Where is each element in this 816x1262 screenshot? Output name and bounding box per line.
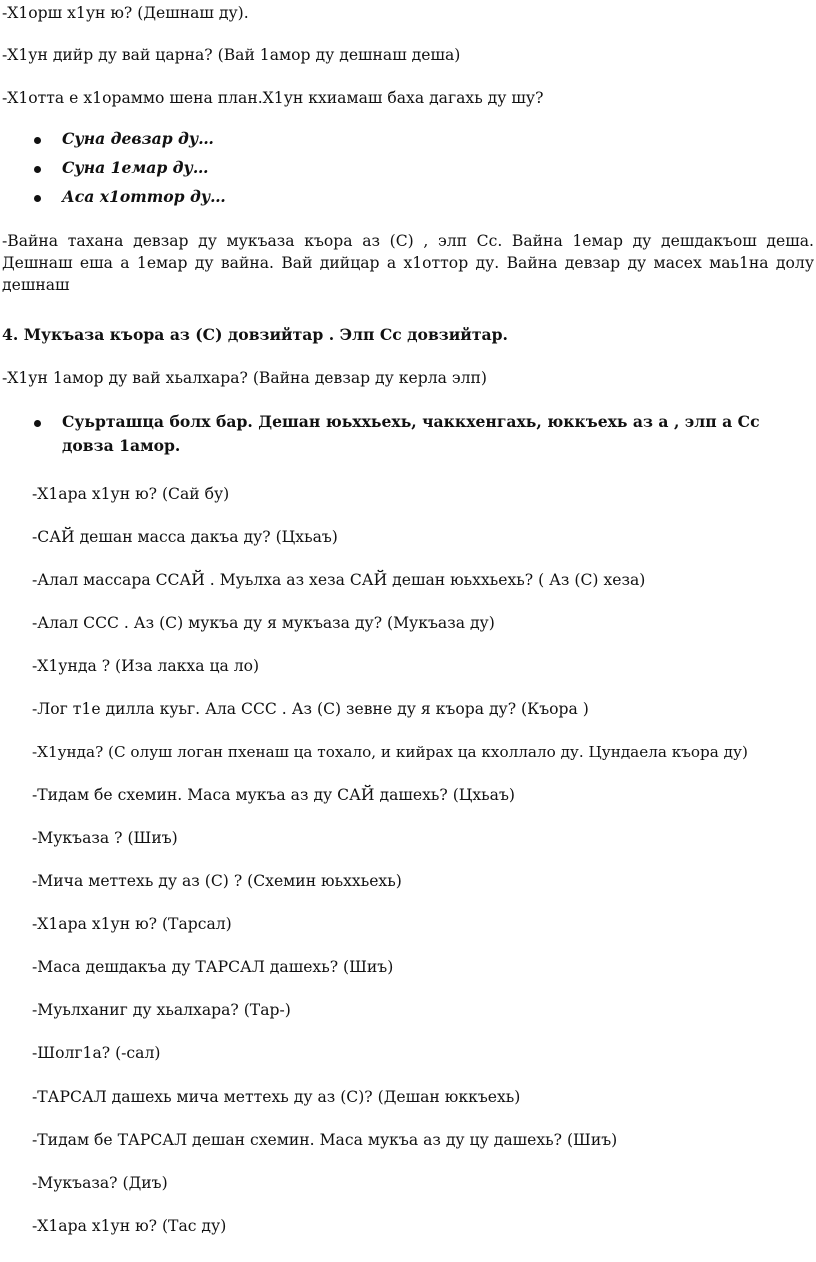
dialogue-line: -Мича меттехь ду аз (С) ? (Схемин юьххьехь) [32, 872, 402, 890]
dialogue-line: -Х1ара х1ун ю? (Тарсал) [32, 915, 232, 933]
dialogue-line: -Муьлханиг ду хьалхара? (Тар-) [32, 1001, 291, 1019]
dialogue-line: -Мукъаза? (Диъ) [32, 1174, 168, 1192]
section-heading: 4. Мукъаза къора аз (С) довзийтар . Элп Сс довзийтар. [2, 325, 508, 344]
intro-line-1: -Х1орш х1ун ю? (Дешнаш ду). [2, 4, 249, 22]
dialogue-line: -Х1ара х1ун ю? (Тас ду) [32, 1217, 227, 1235]
dialogue-line: -ТАРСАЛ дашехь мича меттехь ду аз (С)? (Дешан юккъехь) [32, 1088, 521, 1106]
dialogue-line: -Маса дешдакъа ду ТАРСАЛ дашехь? (Шиъ) [32, 958, 394, 976]
dialogue-line: -САЙ дешан масса дакъа ду? (Цхьаъ) [32, 528, 338, 546]
bullet-dot [34, 420, 41, 427]
bullet-dot [34, 195, 41, 202]
dialogue-line: -Алал массара ССАЙ . Муьлха аз хеза САЙ дешан юьххьехь? ( Аз (С) хеза) [32, 571, 646, 589]
dialogue-line: -Алал ССС . Аз (С) мукъа ду я мукъаза ду? (Мукъаза ду) [32, 614, 495, 632]
task-bullet: Суьрташца болх бар. Дешан юьххьехь, чаккхенгахь, юккъехь аз а , элп а Сс довза 1амор. [62, 412, 760, 455]
dialogue-line: -Лог т1е дилла куьг. Ала ССС . Аз (С) зевне ду я къора ду? (Къора ) [32, 700, 589, 718]
dialogue-line: -Х1унда ? (Иза лакха ца ло) [32, 657, 260, 675]
goal-item-3: Аса х1оттор ду… [62, 187, 226, 206]
bullet-dot [34, 137, 41, 144]
explanation-paragraph: -Вайна тахана девзар ду мукъаза къора аз (С) , элп Сс. Вайна 1емар ду дешдакъош деша. Дешнаш еша а 1емар ду вайна. Вай дийцар а х1оттор ду. Вайна девзар ду масех маь1на долу дешнаш [2, 232, 814, 294]
question-line: -Х1ун 1амор ду вай хьалхара? (Вайна девзар ду керла элп) [2, 369, 488, 387]
dialogue-line: -Шолг1а? (-сал) [32, 1044, 161, 1062]
dialogue-line: -Х1ара х1ун ю? (Сай бу) [32, 485, 230, 503]
dialogue-line: -Мукъаза ? (Шиъ) [32, 829, 178, 847]
goal-item-1: Суна девзар ду… [62, 129, 214, 148]
dialogue-line: -Тидам бе ТАРСАЛ дешан схемин. Маса мукъа аз ду цу дашехь? (Шиъ) [32, 1131, 618, 1149]
goal-item-2: Суна 1емар ду… [62, 158, 209, 177]
bullet-dot [34, 166, 41, 173]
dialogue-line: -Тидам бе схемин. Маса мукъа аз ду САЙ дашехь? (Цхьаъ) [32, 786, 515, 804]
intro-line-2: -Х1ун дийр ду вай царна? (Вай 1амор ду дешнаш деша) [2, 46, 461, 64]
intro-line-3: -Х1отта е х1ораммо шена план.Х1ун кхиамаш баха дагахь ду шу? [2, 89, 544, 107]
dialogue-line: -Х1унда? (С олуш логан пхенаш ца тохало, и кийрах ца кхоллало ду. Цундаела къора ду) [32, 743, 748, 761]
